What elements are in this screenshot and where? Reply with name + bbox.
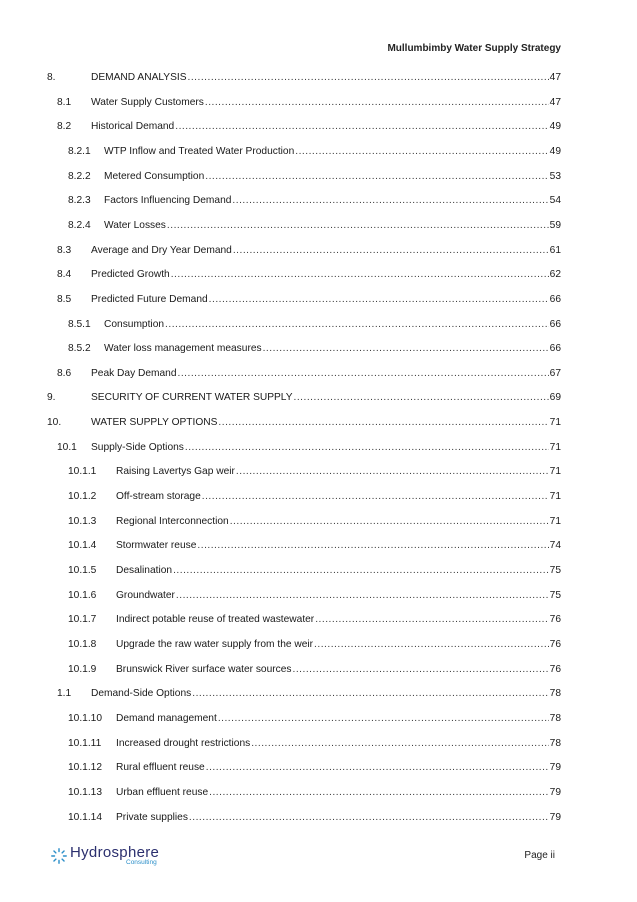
toc-title: Raising Lavertys Gap weir bbox=[116, 466, 235, 478]
toc-row[interactable] bbox=[0, 610, 637, 630]
toc-row[interactable] bbox=[0, 388, 637, 408]
toc-row[interactable] bbox=[0, 68, 637, 88]
toc-entry[interactable] bbox=[116, 709, 561, 729]
toc-page-number: 79 bbox=[549, 762, 561, 774]
toc-section-number: 10.1.4 bbox=[68, 540, 97, 552]
toc-leader-dots bbox=[232, 191, 548, 211]
toc-leader-dots bbox=[295, 142, 548, 162]
toc-title: Groundwater bbox=[116, 589, 175, 601]
toc-row[interactable] bbox=[0, 635, 637, 655]
toc-page-number: 61 bbox=[549, 244, 561, 256]
toc-title: Metered Consumption bbox=[104, 170, 205, 182]
toc-page-number: 69 bbox=[549, 392, 561, 404]
toc-leader-dots bbox=[202, 487, 549, 507]
toc-entry[interactable] bbox=[91, 413, 561, 433]
toc-page-number: 79 bbox=[549, 786, 561, 798]
toc-title: Water Supply Customers bbox=[91, 96, 204, 108]
toc-entry[interactable] bbox=[116, 487, 561, 507]
toc-entry[interactable] bbox=[116, 808, 561, 828]
toc-row[interactable] bbox=[0, 191, 637, 211]
toc-page-number: 71 bbox=[549, 417, 561, 429]
toc-entry[interactable] bbox=[104, 315, 561, 335]
toc-page-number: 53 bbox=[549, 170, 561, 182]
toc-leader-dots bbox=[218, 709, 549, 729]
toc-title: Increased drought restrictions bbox=[116, 737, 251, 749]
toc-page-number: 47 bbox=[549, 72, 561, 83]
toc-section-number: 8.5.1 bbox=[68, 318, 91, 330]
toc-title: Water Losses bbox=[104, 219, 166, 231]
toc-page-number: 66 bbox=[549, 318, 561, 330]
toc-page-number: 76 bbox=[549, 663, 561, 675]
toc-leader-dots bbox=[205, 167, 548, 187]
toc-row[interactable] bbox=[0, 265, 637, 285]
toc-section-number: 1.1 bbox=[57, 688, 72, 700]
toc-title: Demand management bbox=[116, 712, 217, 724]
toc-row[interactable] bbox=[0, 536, 637, 556]
toc-entry[interactable] bbox=[104, 167, 561, 187]
toc-page-number: 74 bbox=[549, 540, 561, 552]
toc-section-number: 10.1.1 bbox=[68, 466, 97, 478]
toc-leader-dots bbox=[192, 684, 548, 704]
toc-row[interactable] bbox=[0, 339, 637, 359]
toc-title: Indirect potable reuse of treated wastewater bbox=[116, 614, 315, 626]
toc-title: Factors Influencing Demand bbox=[104, 195, 232, 207]
toc-row[interactable] bbox=[0, 438, 637, 458]
toc-row[interactable] bbox=[0, 315, 637, 335]
toc-title: Consumption bbox=[104, 318, 165, 330]
toc-section-number: 8.1 bbox=[57, 96, 72, 108]
toc-row[interactable] bbox=[0, 216, 637, 236]
toc-leader-dots bbox=[209, 290, 549, 310]
toc-title: Water loss management measures bbox=[104, 343, 262, 355]
toc-title: SECURITY OF CURRENT WATER SUPPLY bbox=[91, 392, 293, 404]
toc-section-number: 10.1.5 bbox=[68, 565, 97, 576]
toc-page-number: 49 bbox=[549, 145, 561, 157]
toc-section-number: 8.5 bbox=[57, 293, 72, 305]
toc-row[interactable] bbox=[0, 758, 637, 778]
company-logo bbox=[50, 845, 159, 867]
toc-row[interactable] bbox=[0, 561, 637, 581]
toc-title: Predicted Growth bbox=[91, 269, 170, 281]
toc-entry[interactable] bbox=[91, 388, 561, 408]
toc-title: Demand-Side Options bbox=[91, 688, 192, 700]
toc-title: Peak Day Demand bbox=[91, 367, 177, 379]
toc-row[interactable] bbox=[0, 487, 637, 507]
toc-leader-dots bbox=[230, 512, 549, 532]
toc-leader-dots bbox=[209, 783, 549, 803]
toc-page-number: 47 bbox=[549, 96, 561, 108]
toc-title: Supply-Side Options bbox=[91, 441, 184, 453]
toc-row[interactable] bbox=[0, 364, 637, 384]
toc-page-number: 79 bbox=[549, 811, 561, 823]
toc-title: Off-stream storage bbox=[116, 491, 201, 503]
toc-leader-dots bbox=[167, 216, 549, 236]
toc-entry[interactable] bbox=[91, 364, 561, 384]
toc-title: Brunswick River surface water sources bbox=[116, 663, 292, 675]
toc-section-number: 8.2.1 bbox=[68, 145, 91, 157]
toc-section-number: 10.1.13 bbox=[68, 786, 102, 798]
toc-section-number: 10.1 bbox=[57, 441, 77, 453]
toc-page-number: 71 bbox=[549, 441, 561, 453]
toc-row[interactable] bbox=[0, 413, 637, 433]
toc-section-number: 8.2.2 bbox=[68, 170, 91, 182]
toc-leader-dots bbox=[206, 758, 549, 778]
toc-title: Historical Demand bbox=[91, 121, 175, 133]
logo-name: Hydrosphere bbox=[70, 844, 160, 861]
toc-page-number: 66 bbox=[549, 293, 561, 305]
toc-row[interactable] bbox=[0, 167, 637, 187]
toc-section-number: 8.2.4 bbox=[68, 219, 91, 231]
toc-section-number: 8.3 bbox=[57, 244, 72, 256]
hydrosphere-logo-icon bbox=[50, 847, 68, 865]
document-title: Mullumbimby Water Supply Strategy bbox=[387, 43, 561, 54]
toc-title: Stormwater reuse bbox=[116, 540, 197, 552]
toc-row[interactable] bbox=[0, 709, 637, 729]
toc-entry[interactable] bbox=[116, 512, 561, 532]
toc-section-number: 10.1.11 bbox=[68, 737, 102, 749]
toc-leader-dots bbox=[218, 413, 548, 433]
page-number: Page ii bbox=[524, 850, 555, 861]
toc-section-number: 10.1.6 bbox=[68, 589, 97, 601]
toc-section-number: 10.1.3 bbox=[68, 515, 97, 527]
toc-row[interactable] bbox=[0, 660, 637, 680]
toc-entry[interactable] bbox=[104, 216, 561, 236]
toc-section-number: 10.1.10 bbox=[68, 712, 102, 724]
toc-leader-dots bbox=[178, 364, 549, 384]
toc-title: Private supplies bbox=[116, 811, 188, 823]
toc-row[interactable] bbox=[0, 512, 637, 532]
toc-page-number: 76 bbox=[549, 614, 561, 626]
toc-section-number: 8.5.2 bbox=[68, 343, 91, 355]
toc-page-number: 62 bbox=[549, 269, 561, 281]
toc-section-number: 8.2 bbox=[57, 121, 72, 133]
toc-entry[interactable] bbox=[116, 734, 561, 754]
toc-section-number: 8.2.3 bbox=[68, 195, 91, 207]
toc-row[interactable] bbox=[0, 684, 637, 704]
toc-entry[interactable] bbox=[116, 462, 561, 482]
toc-row[interactable] bbox=[0, 117, 637, 137]
toc-title: Desalination bbox=[116, 565, 173, 576]
toc-row[interactable] bbox=[0, 586, 637, 606]
toc-title: DEMAND ANALYSIS bbox=[91, 72, 187, 83]
toc-page-number: 49 bbox=[549, 121, 561, 133]
toc-entry[interactable] bbox=[116, 610, 561, 630]
toc-page-number: 78 bbox=[549, 688, 561, 700]
toc-page-number: 75 bbox=[549, 589, 561, 601]
toc-page-number: 54 bbox=[549, 195, 561, 207]
toc-entry[interactable] bbox=[91, 684, 561, 704]
logo-subtitle: Consulting bbox=[126, 859, 157, 866]
toc-entry[interactable] bbox=[116, 660, 561, 680]
toc-row[interactable] bbox=[0, 290, 637, 310]
toc-title: Regional Interconnection bbox=[116, 515, 229, 527]
toc-title: Urban effluent reuse bbox=[116, 786, 209, 798]
toc-leader-dots bbox=[165, 315, 549, 335]
toc-entry[interactable] bbox=[91, 68, 561, 88]
toc-leader-dots bbox=[171, 265, 549, 285]
toc-page-number: 78 bbox=[549, 737, 561, 749]
toc-row[interactable] bbox=[0, 93, 637, 113]
toc-entry[interactable] bbox=[91, 438, 561, 458]
toc-section-number: 9. bbox=[47, 392, 56, 404]
toc-entry[interactable] bbox=[116, 758, 561, 778]
toc-entry[interactable] bbox=[91, 241, 561, 261]
toc-entry[interactable] bbox=[116, 561, 561, 581]
toc-leader-dots bbox=[188, 68, 549, 88]
toc-page-number: 78 bbox=[549, 712, 561, 724]
toc-section-number: 10.1.14 bbox=[68, 811, 102, 823]
toc-leader-dots bbox=[314, 635, 549, 655]
toc-entry[interactable] bbox=[116, 586, 561, 606]
toc-leader-dots bbox=[263, 339, 549, 359]
toc-section-number: 10.1.8 bbox=[68, 638, 97, 650]
toc-page-number: 71 bbox=[549, 515, 561, 527]
toc-row[interactable] bbox=[0, 241, 637, 261]
toc-section-number: 8. bbox=[47, 72, 56, 83]
toc-leader-dots bbox=[251, 734, 548, 754]
toc-entry[interactable] bbox=[116, 635, 561, 655]
toc-leader-dots bbox=[189, 808, 549, 828]
toc-page-number: 66 bbox=[549, 343, 561, 355]
toc-title: WTP Inflow and Treated Water Production bbox=[104, 145, 295, 157]
toc-row[interactable] bbox=[0, 142, 637, 162]
toc-page-number: 71 bbox=[549, 491, 561, 503]
toc-leader-dots bbox=[315, 610, 548, 630]
toc-section-number: 10.1.9 bbox=[68, 663, 97, 675]
toc-entry[interactable] bbox=[91, 290, 561, 310]
toc-title: WATER SUPPLY OPTIONS bbox=[91, 417, 218, 429]
toc-entry[interactable] bbox=[104, 339, 561, 359]
toc-entry[interactable] bbox=[116, 783, 561, 803]
toc-entry[interactable] bbox=[91, 117, 561, 137]
toc-page-number: 67 bbox=[549, 367, 561, 379]
toc-section-number: 10. bbox=[47, 417, 62, 429]
toc-leader-dots bbox=[185, 438, 549, 458]
toc-row[interactable] bbox=[0, 808, 637, 828]
toc-entry[interactable] bbox=[104, 191, 561, 211]
toc-leader-dots bbox=[197, 536, 548, 556]
toc-title: Rural effluent reuse bbox=[116, 762, 205, 774]
toc-entry[interactable] bbox=[91, 265, 561, 285]
toc-leader-dots bbox=[233, 241, 549, 261]
toc-section-number: 10.1.7 bbox=[68, 614, 97, 626]
toc-leader-dots bbox=[294, 388, 549, 408]
toc-entry[interactable] bbox=[91, 93, 561, 113]
toc-page-number: 71 bbox=[549, 466, 561, 478]
toc-title: Predicted Future Demand bbox=[91, 293, 208, 305]
toc-leader-dots bbox=[236, 462, 549, 482]
toc-section-number: 10.1.12 bbox=[68, 762, 102, 774]
toc-entry[interactable] bbox=[104, 142, 561, 162]
toc-row[interactable] bbox=[0, 734, 637, 754]
toc-row[interactable] bbox=[0, 462, 637, 482]
toc-page-number: 75 bbox=[549, 565, 561, 576]
toc-leader-dots bbox=[173, 561, 549, 581]
toc-entry[interactable] bbox=[116, 536, 561, 556]
toc-leader-dots bbox=[176, 586, 549, 606]
toc-page-number: 76 bbox=[549, 638, 561, 650]
toc-leader-dots bbox=[175, 117, 548, 137]
toc-section-number: 8.4 bbox=[57, 269, 72, 281]
toc-row[interactable] bbox=[0, 783, 637, 803]
toc-page-number: 59 bbox=[549, 219, 561, 231]
toc-title: Upgrade the raw water supply from the weir bbox=[116, 638, 314, 650]
toc-section-number: 10.1.2 bbox=[68, 491, 97, 503]
toc-title: Average and Dry Year Demand bbox=[91, 244, 232, 256]
toc-section-number: 8.6 bbox=[57, 367, 72, 379]
toc-leader-dots bbox=[293, 660, 549, 680]
toc-leader-dots bbox=[205, 93, 549, 113]
